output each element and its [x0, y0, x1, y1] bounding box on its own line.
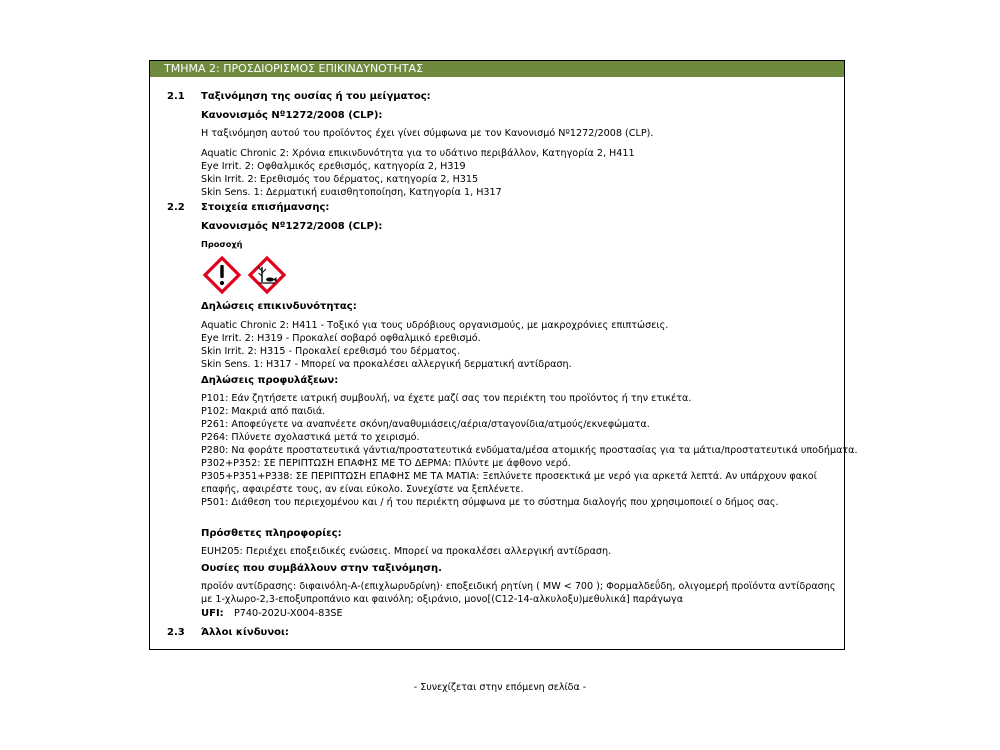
- contributing-substances-continued: με 1-χλωρο-2,3-εποξυπροπάνιο και φαινόλη; οξιράνιο, μονο[(C12-14-αλκυλοξυ)μεθυλικά] παράγωγα: [201, 594, 684, 605]
- section-frame: [149, 60, 858, 650]
- hazard-statement: Eye Irrit. 2: H319 - Προκαλεί σοβαρό οφθαλμικό ερεθισμό.: [201, 333, 481, 344]
- precaution-statement: P102: Μακριά από παιδιά.: [201, 406, 326, 417]
- section-2-2-number: 2.2: [167, 202, 185, 213]
- precaution-statement: P264: Πλύνετε σχολαστικά μετά το χειρισμό.: [201, 432, 420, 443]
- ghs-pictograms: [202, 255, 294, 299]
- section-2-1-number: 2.1: [167, 91, 185, 102]
- exclamation-mark-pictogram: [205, 258, 239, 292]
- additional-info: EUH205: Περιέχει εποξειδικές ενώσεις. Μπορεί να προκαλέσει αλλεργική αντίδραση.: [201, 546, 612, 557]
- hazard-statements-title: Δηλώσεις επικινδυνότητας:: [201, 301, 357, 312]
- hazard-statement: Skin Irrit. 2: H315 - Προκαλεί ερεθισμό του δέρματος.: [201, 346, 461, 357]
- hazard-statement: Aquatic Chronic 2: H411 - Τοξικό για τους υδρόβιους οργανισμούς, με μακροχρόνιες επιπτώσεις.: [201, 320, 669, 331]
- environment-pictogram: [250, 258, 284, 292]
- ufi-label: UFI:: [201, 608, 224, 619]
- precaution-statement: P302+P352: ΣΕ ΠΕΡΙΠΤΩΣΗ ΕΠΑΦΗΣ ΜΕ ΤΟ ΔΕΡΜΑ: Πλύντε με άφθονο νερό.: [201, 458, 571, 469]
- classification-line: Skin Sens. 1: Δερματική ευαισθητοποίηση, Κατηγορία 1, H317: [201, 187, 502, 198]
- section-2-3-number: 2.3: [167, 627, 185, 638]
- classification-line: Aquatic Chronic 2: Χρόνια επικινδυνότητα για το υδάτινο περιβάλλον, Κατηγορία 2, H411: [201, 148, 635, 159]
- contributing-substances-title: Ουσίες που συμβάλλουν στην ταξινόμηση.: [201, 563, 442, 574]
- precaution-statement: P261: Αποφεύγετε να αναπνέετε σκόνη/αναθυμιάσεις/αέρια/σταγονίδια/ατμούς/εκνεφώματα.: [201, 419, 650, 430]
- precaution-statements-title: Δηλώσεις προφυλάξεων:: [201, 375, 339, 386]
- ufi-value: P740-202U-X004-83SE: [234, 608, 343, 619]
- regulation-heading: Κανονισμός Nº1272/2008 (CLP):: [201, 110, 383, 121]
- page-continuation-note: - Συνεχίζεται στην επόμενη σελίδα -: [413, 682, 587, 693]
- classification-statement: Η ταξινόμηση αυτού του προϊόντος έχει γίνει σύμφωνα με τον Κανονισμό Nº1272/2008 (CLP).: [201, 128, 654, 139]
- contributing-substances: προϊόν αντίδρασης: διφαινόλη-A-(επιχλωρυδρίνη)· εποξειδική ρητίνη ( MW < 700 ); Φορμαλδεΰδη, ολιγομερή προϊόντα αντίδρασης: [201, 581, 836, 592]
- classification-line: Eye Irrit. 2: Οφθαλμικός ερεθισμός, κατηγορία 2, H319: [201, 161, 466, 172]
- precaution-statement: P280: Να φοράτε προστατευτικά γάντια/προστατευτικά ενδύματα/μέσα ατομικής προστασίας για τα μάτια/προστατευτικά υποδήματα.: [201, 445, 858, 456]
- signal-word: Προσοχή: [201, 239, 243, 249]
- precaution-statement: P305+P351+P338: ΣΕ ΠΕΡΙΠΤΩΣΗ ΕΠΑΦΗΣ ΜΕ ΤΑ ΜΑΤΙΑ: Ξεπλύνετε προσεκτικά με νερό για αρκετά λεπτά. Αν υπάρχουν φακοί: [201, 471, 817, 482]
- hazard-statement: Skin Sens. 1: H317 - Μπορεί να προκαλέσει αλλεργική δερματική αντίδραση.: [201, 359, 572, 370]
- precaution-statement: P101: Εάν ζητήσετε ιατρική συμβουλή, να έχετε μαζί σας τον περιέκτη του προϊόντος ή την ετικέτα.: [201, 393, 692, 404]
- section-2-3-title: Άλλοι κίνδυνοι:: [201, 627, 289, 638]
- section-banner: ΤΜΗΜΑ 2: ΠΡΟΣΔΙΟΡΙΣΜΟΣ ΕΠΙΚΙΝΔΥΝΟΤΗΤΑΣ: [150, 61, 844, 77]
- section-2-1-title: Ταξινόμηση της ουσίας ή του μείγματος:: [201, 91, 431, 102]
- precaution-statement: P501: Διάθεση του περιεχομένου και / ή του περιέκτη σύμφωνα με το σύστημα διαλογής που χρησιμοποιεί ο δήμος σας.: [201, 497, 779, 508]
- additional-info-title: Πρόσθετες πληροφορίες:: [201, 528, 342, 539]
- precaution-statement-continued: επαφής, αφαιρέστε τους, αν είναι εύκολο. Συνεχίστε να ξεπλένετε.: [201, 484, 524, 495]
- section-2-2-title: Στοιχεία επισήμανσης:: [201, 202, 330, 213]
- classification-line: Skin Irrit. 2: Ερεθισμός του δέρματος, κατηγορία 2, H315: [201, 174, 479, 185]
- regulation-heading: Κανονισμός Nº1272/2008 (CLP):: [201, 221, 383, 232]
